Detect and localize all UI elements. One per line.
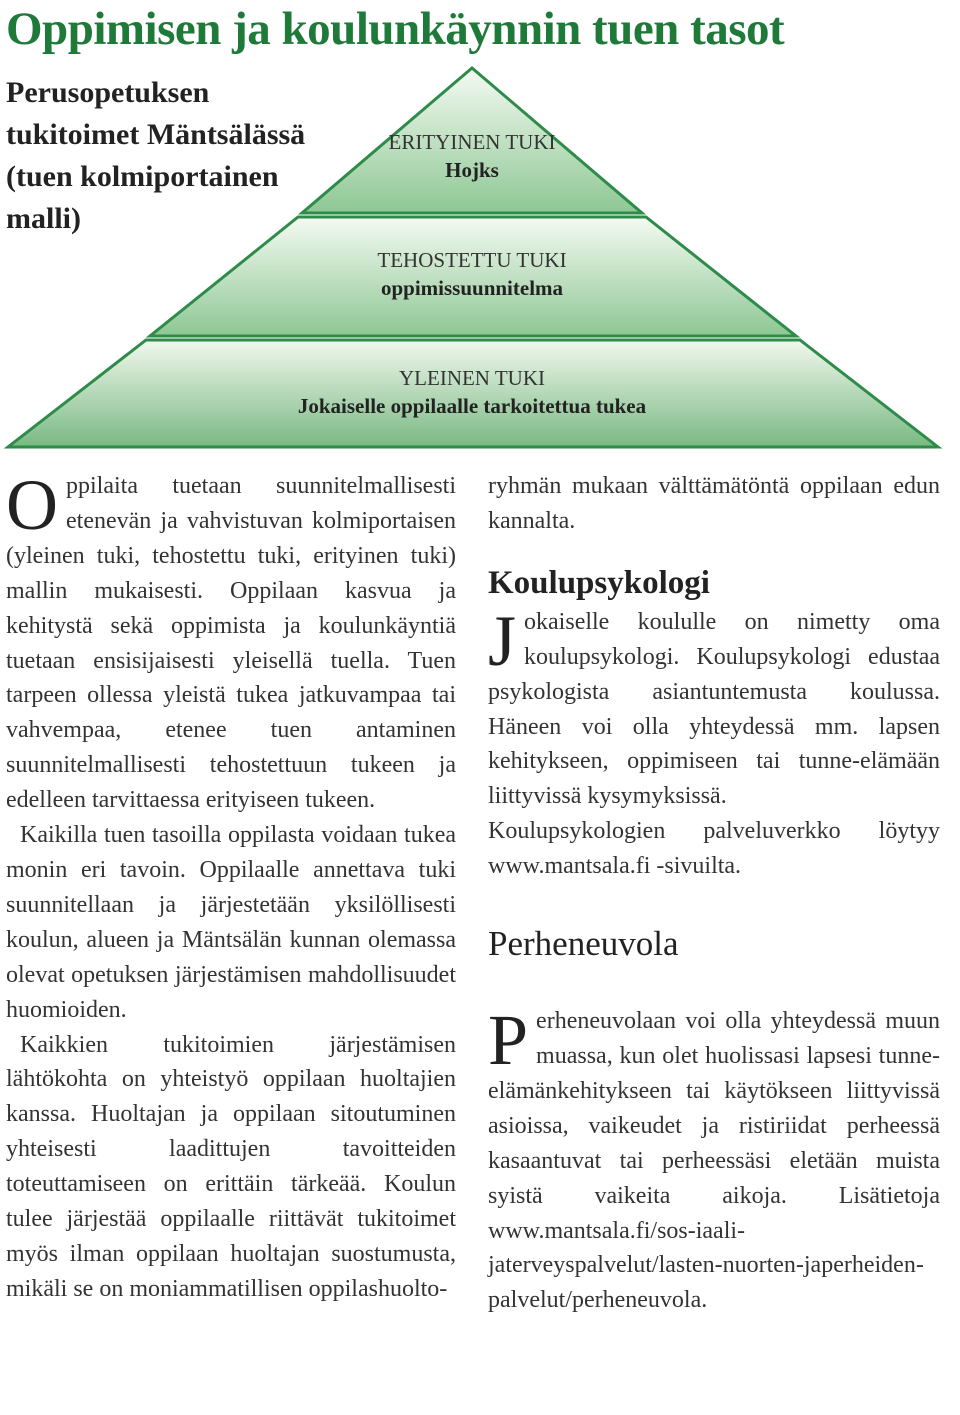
perheneuvola-heading: Perheneuvola: [488, 924, 679, 964]
dropcap-o: O: [6, 465, 58, 545]
paragraph-2: Kaikilla tuen tasoilla oppilasta voidaan tukea monin eri tavoin. Oppilaalle annettava tuki suunnitellaan ja järjestetään yksilöllisesti koulun, alueen ja Mäntsälän kunnan olemassa olevat opetuksen järjestämisen mahdollisuudet huomioiden.: [6, 822, 456, 1023]
page-title: Oppimisen ja koulunkäynnin tuen tasot: [6, 3, 785, 55]
koulupsykologi-heading: Koulupsykologi: [488, 564, 710, 601]
intro-text: ppilaita tuetaan suunnitelmallisesti etenevän ja vahvistuvan kolmiportaisen (yleinen tuki, tehostettu tuki, erityinen tuki) mallin mukaisesti. Oppilaan kasvua ja kehitystä sekä oppimista ja koulunkäyntiä tuetaan ensisijaisesti yleisellä tuella. Tuen tarpeen ollessa yleistä tukea jatkuvampaa tai vahvempaa, etenee tuen antaminen suunnitelmallisesti tehostettuun tukeen ja edelleen tarvittaessa erityiseen tukeen.: [6, 473, 456, 814]
tier-middle-label: TEHOSTETTU TUKI: [377, 248, 567, 272]
tier-middle-sub: oppimissuunnitelma: [380, 276, 564, 300]
tier-bottom-text: [172, 364, 772, 420]
tier-middle-text: [272, 246, 672, 302]
tier-bottom-label: YLEINEN TUKI: [399, 366, 545, 390]
dropcap-p: P: [488, 1000, 529, 1081]
tier-top-text: [372, 128, 572, 184]
tier-bottom-sub: Jokaiselle oppilaalle tarkoitettua tukea: [297, 394, 647, 418]
dropcap-j: J: [488, 600, 517, 681]
left-column: [6, 465, 456, 1307]
koulupsykologi-text: okaiselle koululle on nimetty oma koulupsykologi. Koulupsykologi edustaa psykologista asiantuntemusta koulussa. Häneen voi olla yhteydessä mm. lapsen kehitykseen, oppimiseen tai tunne-elämään liittyvissä kysymyksissä.: [488, 608, 940, 810]
perheneuvola-text: erheneuvolaan voi olla yhteydessä muun muassa, kun olet huolissasi lapsesi tunne-elämänkehitykseen tai käytökseen liittyvissä asioissa, vaikeudet ja ristiriidat perheessä kasaantuvat tai perheessäsi eletään muista syistä vaikeita aikoja. Lisätietoja www.mantsala.fi/sos-iaali-jaterveyspalvelut/lasten-nuorten-japerheiden-palvelut/perheneuvola.: [488, 1008, 940, 1314]
continuation-text: ryhmän mukaan välttämätöntä oppilaan edun kannalta.: [488, 473, 940, 534]
intro-paragraph: [6, 465, 456, 818]
tier-top-sub: Hojks: [445, 158, 499, 182]
perheneuvola-body: [488, 1000, 940, 1318]
right-column: [488, 469, 940, 1318]
koulupsykologi-body: [488, 600, 940, 814]
koulupsykologi-network: Koulupsykologien palveluverkko löytyy www.mantsala.fi -sivuilta.: [488, 818, 940, 880]
paragraph-3: Kaikkien tukitoimien järjestämisen lähtökohta on yhteistyö oppilaan huoltajien kanssa. Huoltajan ja oppilaan sitoutuminen yhteisesti laadittujen tavoitteiden toteuttamiseen on erittäin tärkeää. Koulun tulee järjestää oppilaalle riittävät tukitoimet myös ilman oppilaan huoltajan suostumusta, mikäli se on moniammatillisen oppilashuolto-: [6, 1031, 456, 1302]
subtitle: Perusopetuksen tukitoimet Mäntsälässä (tuen kolmiportainen malli): [6, 76, 306, 235]
tier-top-label: ERITYINEN TUKI: [388, 130, 556, 154]
